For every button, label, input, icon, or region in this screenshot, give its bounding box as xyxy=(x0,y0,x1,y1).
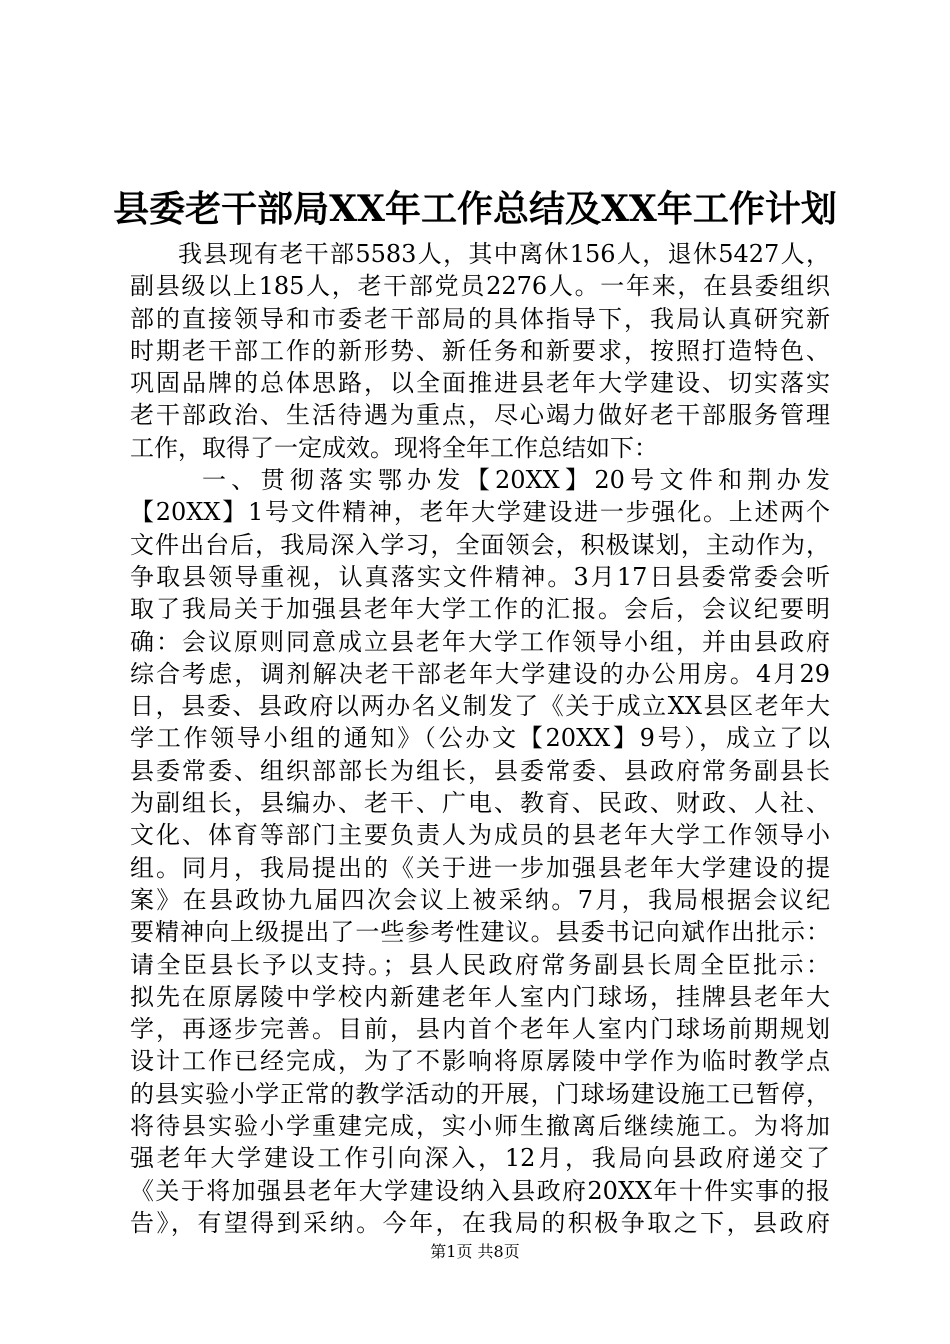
text-line: 《关于将加强县老年大学建设纳入县政府20XX年十件实事的报 xyxy=(130,1176,830,1205)
text-line: 学，再逐步完善。目前，县内首个老年人室内门球场前期规划 xyxy=(130,1015,830,1044)
text-line: 将待县实验小学重建完成，实小师生撤离后继续施工。为将加 xyxy=(130,1112,830,1141)
text-line: 为副组长，县编办、老干、广电、教育、民政、财政、人社、 xyxy=(130,789,830,818)
text-line: 设计工作已经完成，为了不影响将原孱陵中学作为临时教学点 xyxy=(130,1047,830,1076)
text-line: 县委常委、组织部部长为组长，县委常委、县政府常务副县长 xyxy=(130,756,830,785)
text-line: 文件出台后，我局深入学习，全面领会，积极谋划，主动作为， xyxy=(130,530,830,559)
text-line: 要精神向上级提出了一些参考性建议。县委书记向斌作出批示： xyxy=(130,918,830,947)
text-line: 日，县委、县政府以两办名义制发了《关于成立XX县区老年大 xyxy=(130,692,830,721)
text-line: 学工作领导小组的通知》（公办文【20XX】9号），成立了以 xyxy=(130,724,830,753)
text-line: 部的直接领导和市委老干部局的具体指导下，我局认真研究新 xyxy=(130,304,830,333)
text-line: 我县现有老干部5583人，其中离休156人，退休5427人， xyxy=(178,240,830,268)
text-line: 的县实验小学正常的教学活动的开展，门球场建设施工已暂停， xyxy=(130,1079,830,1108)
text-line: 文化、体育等部门主要负责人为成员的县老年大学工作领导小 xyxy=(130,821,830,850)
text-line: 争取县领导重视，认真落实文件精神。3月17日县委常委会听 xyxy=(130,562,830,591)
text-line: 工作，取得了一定成效。现将全年工作总结如下： xyxy=(130,433,658,462)
text-line: 确：会议原则同意成立县老年大学工作领导小组，并由县政府 xyxy=(130,627,830,656)
document-body xyxy=(130,238,830,1239)
text-line: 强老年大学建设工作引向深入，12月，我局向县政府递交了 xyxy=(130,1144,830,1173)
text-line: 取了我局关于加强县老年大学工作的汇报。会后，会议纪要明 xyxy=(130,595,830,624)
section-heading-line: 一、贯彻落实鄂办发【20XX】20号文件和荆办发 xyxy=(202,466,830,495)
text-line: 拟先在原孱陵中学校内新建老年人室内门球场，挂牌县老年大 xyxy=(130,982,830,1011)
text-line: 组。同月，我局提出的《关于进一步加强县老年大学建设的提 xyxy=(130,853,830,882)
text-line: 请全臣县长予以支持。；县人民政府常务副县长周全臣批示： xyxy=(130,950,830,979)
text-line: 案》在县政协九届四次会议上被采纳。7月，我局根据会议纪 xyxy=(130,885,830,914)
text-line: 【20XX】1号文件精神，老年大学建设进一步强化。上述两个 xyxy=(130,498,830,527)
text-line: 综合考虑，调剂解决老干部老年大学建设的办公用房。4月29 xyxy=(130,659,830,688)
text-line: 副县级以上185人，老干部党员2276人。一年来，在县委组织 xyxy=(130,272,830,301)
text-line: 告》，有望得到采纳。今年，在我局的积极争取之下，县政府 xyxy=(130,1208,830,1237)
document-title: 县委老干部局XX年工作总结及XX年工作计划 xyxy=(113,188,837,230)
text-line: 巩固品牌的总体思路，以全面推进县老年大学建设、切实落实 xyxy=(130,369,830,398)
text-line: 时期老干部工作的新形势、新任务和新要求，按照打造特色、 xyxy=(130,336,830,365)
page-footer: 第1页 共8页 xyxy=(430,1242,520,1261)
text-line: 老干部政治、生活待遇为重点，尽心竭力做好老干部服务管理 xyxy=(130,401,830,430)
